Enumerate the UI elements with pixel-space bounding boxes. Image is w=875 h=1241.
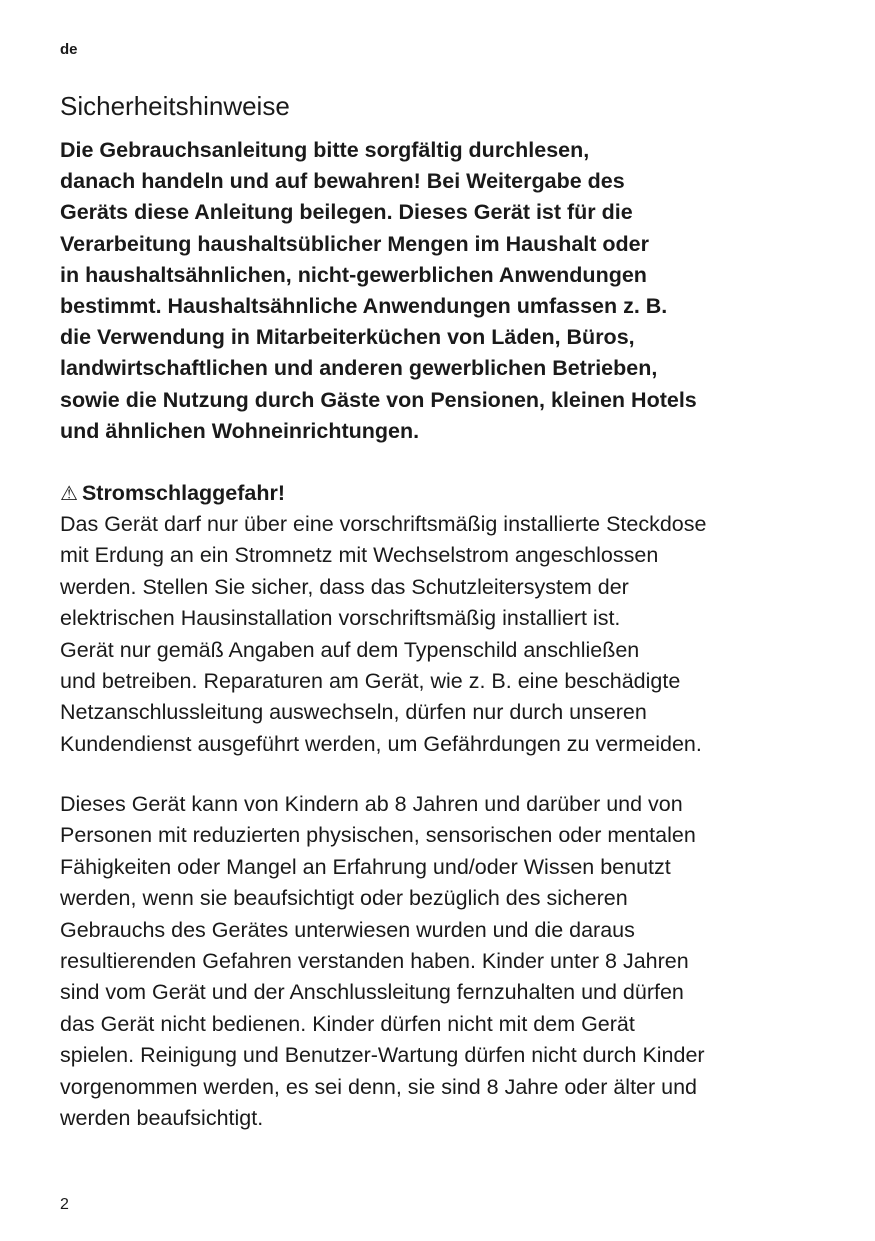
paragraph-line: das Gerät nicht bedienen. Kinder dürfen nicht mit dem Gerät — [60, 1011, 635, 1036]
children-usage-paragraph — [60, 789, 705, 1134]
section-title: Sicherheitshinweise — [60, 91, 290, 121]
paragraph-line: Netzanschlussleitung auswechseln, dürfen nur durch unseren — [60, 700, 647, 725]
paragraph-line: Kundendienst ausgeführt werden, um Gefährdungen zu vermeiden. — [60, 731, 702, 756]
paragraph-line: werden beaufsichtigt. — [60, 1106, 264, 1131]
paragraph-line: mit Erdung an ein Stromnetz mit Wechselstrom angeschlossen — [60, 543, 659, 568]
intro-line: Geräts diese Anleitung beilegen. Dieses Gerät ist für die — [60, 200, 633, 225]
intro-line: landwirtschaftlichen und anderen gewerblichen Betrieben, — [60, 356, 658, 381]
intro-line: die Verwendung in Mitarbeiterküchen von Läden, Büros, — [60, 325, 635, 350]
warning-triangle-icon: ⚠ — [60, 481, 78, 505]
paragraph-line: Das Gerät darf nur über eine vorschriftsmäßig installierte Steckdose — [60, 512, 707, 536]
intro-paragraph — [60, 135, 697, 447]
paragraph-line: elektrischen Hausinstallation vorschriftsmäßig installiert ist. — [60, 606, 621, 631]
paragraph-line: werden. Stellen Sie sicher, dass das Schutzleitersystem der — [60, 574, 629, 599]
intro-line: bestimmt. Haushaltsähnliche Anwendungen umfassen z. B. — [60, 294, 668, 319]
language-code: de — [60, 41, 78, 58]
intro-line: danach handeln und auf bewahren! Bei Weitergabe des — [60, 169, 625, 194]
paragraph-line: Fähigkeiten oder Mangel an Erfahrung und/oder Wissen benutzt — [60, 854, 671, 879]
paragraph-line: Personen mit reduzierten physischen, sensorischen oder mentalen — [60, 823, 696, 848]
paragraph-line: und betreiben. Reparaturen am Gerät, wie z. B. eine beschädigte — [60, 669, 681, 694]
intro-line: in haushaltsähnlichen, nicht-gewerblichen Anwendungen — [60, 262, 647, 287]
paragraph-line: Dieses Gerät kann von Kindern ab 8 Jahren und darüber und von — [60, 792, 683, 816]
intro-line: Verarbeitung haushaltsüblicher Mengen im Haushalt oder — [60, 231, 649, 256]
page-number: 2 — [60, 1196, 69, 1213]
paragraph-line: Gebrauchs des Gerätes unterwiesen wurden und die daraus — [60, 917, 635, 942]
electric-shock-paragraph — [60, 509, 706, 760]
paragraph-line: resultierenden Gefahren verstanden haben. Kinder unter 8 Jahren — [60, 949, 689, 974]
warning-title: Stromschlaggefahr! — [81, 481, 286, 505]
intro-line: sowie die Nutzung durch Gäste von Pensionen, kleinen Hotels — [60, 387, 697, 412]
intro-line: Die Gebrauchsanleitung bitte sorgfältig durchlesen, — [60, 138, 590, 162]
paragraph-line: sind vom Gerät und der Anschlussleitung fernzuhalten und dürfen — [60, 980, 684, 1005]
warning-heading — [60, 478, 285, 509]
paragraph-line: werden, wenn sie beaufsichtigt oder bezüglich des sicheren — [60, 886, 628, 911]
intro-line: und ähnlichen Wohneinrichtungen. — [60, 418, 420, 443]
paragraph-line: vorgenommen werden, es sei denn, sie sind 8 Jahre oder älter und — [60, 1074, 698, 1099]
paragraph-line: spielen. Reinigung und Benutzer-Wartung dürfen nicht durch Kinder — [60, 1043, 705, 1068]
paragraph-line: Gerät nur gemäß Angaben auf dem Typenschild anschließen — [60, 637, 640, 662]
